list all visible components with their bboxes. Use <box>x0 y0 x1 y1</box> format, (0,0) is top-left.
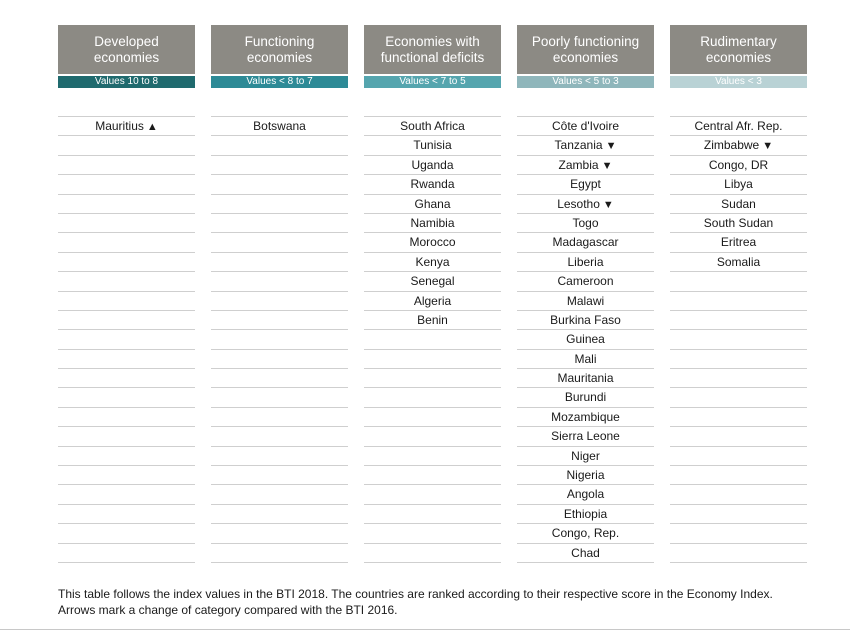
table-row <box>517 349 654 368</box>
table-row <box>58 543 195 563</box>
table-row <box>58 446 195 465</box>
country-name: Somalia <box>716 254 761 269</box>
country-name: Namibia <box>410 215 455 230</box>
country-name: Senegal <box>410 274 455 289</box>
table-row <box>211 291 348 310</box>
country-name: Congo, DR <box>708 157 769 172</box>
table-column <box>364 25 501 563</box>
table-row <box>58 504 195 523</box>
column-header: Poorly functioning economies <box>517 25 654 74</box>
table-row <box>58 368 195 387</box>
footnote <box>58 587 778 618</box>
table-row <box>517 271 654 290</box>
table-row <box>211 368 348 387</box>
table-row <box>58 232 195 251</box>
table-row <box>364 291 501 310</box>
country-name: Liberia <box>567 254 604 269</box>
table-row <box>211 523 348 542</box>
value-range-band: Values < 8 to 7 <box>211 76 348 88</box>
country-name: Libya <box>724 177 753 192</box>
country-name: Zimbabwe <box>703 138 760 153</box>
table-row <box>211 213 348 232</box>
table-row <box>517 291 654 310</box>
table-row <box>670 174 807 193</box>
table-row <box>670 310 807 329</box>
country-name: Kenya <box>415 254 450 269</box>
table-row <box>58 116 195 135</box>
column-header: Rudimentary economies <box>670 25 807 74</box>
table-row <box>211 329 348 348</box>
table-row <box>364 426 501 445</box>
table-column <box>58 25 195 563</box>
column-header: Economies with functional deficits <box>364 25 501 74</box>
country-list <box>58 116 195 563</box>
country-name: South Africa <box>400 119 465 133</box>
table-row <box>670 504 807 523</box>
table-row <box>211 310 348 329</box>
table-row <box>58 329 195 348</box>
country-name: Ethiopia <box>563 506 608 521</box>
arrow-up-icon: ▲ <box>146 121 158 133</box>
table-row <box>58 252 195 271</box>
table-row <box>517 174 654 193</box>
country-name: Nigeria <box>566 468 605 483</box>
table-row <box>58 407 195 426</box>
table-row <box>670 484 807 503</box>
table-row <box>670 426 807 445</box>
table-row <box>211 174 348 193</box>
country-name: Chad <box>571 545 600 560</box>
table-row <box>517 329 654 348</box>
table-row <box>670 329 807 348</box>
value-range-band: Values 10 to 8 <box>58 76 195 88</box>
table-row <box>670 349 807 368</box>
country-name: Guinea <box>566 332 605 347</box>
country-name: Central Afr. Rep. <box>694 119 783 133</box>
table-row <box>364 252 501 271</box>
table-row <box>364 504 501 523</box>
table-row <box>670 543 807 563</box>
table-row <box>517 310 654 329</box>
country-name: Togo <box>572 215 599 230</box>
table-row <box>211 426 348 445</box>
country-name: Burkina Faso <box>550 312 621 327</box>
table-row <box>670 387 807 406</box>
table-row <box>58 523 195 542</box>
table-row <box>211 271 348 290</box>
table-row <box>670 135 807 154</box>
table-row <box>58 310 195 329</box>
table-row <box>517 446 654 465</box>
country-name: Congo, Rep. <box>551 526 620 541</box>
table-row <box>517 523 654 542</box>
country-name: Côte d'Ivoire <box>552 119 619 133</box>
country-name: Botswana <box>253 119 306 133</box>
table-row <box>364 465 501 484</box>
country-name: Algeria <box>413 293 452 308</box>
country-name: Lesotho <box>557 196 600 211</box>
table-row <box>58 426 195 445</box>
table-row <box>517 543 654 563</box>
country-list <box>670 116 807 563</box>
table-row <box>517 368 654 387</box>
country-name: Sudan <box>721 196 756 211</box>
table-row <box>670 523 807 542</box>
country-list <box>517 116 654 563</box>
table-row <box>211 484 348 503</box>
table-row <box>58 349 195 368</box>
table-row <box>58 155 195 174</box>
table-row <box>670 213 807 232</box>
footnote-line-2: Arrows mark a change of category compared with the BTI 2016. <box>58 602 398 617</box>
country-name: Mali <box>574 351 597 366</box>
table-row <box>211 387 348 406</box>
arrow-down-icon: ▼ <box>605 140 617 153</box>
table-row <box>670 194 807 213</box>
table-row <box>58 291 195 310</box>
table-row <box>517 252 654 271</box>
table-row <box>517 426 654 445</box>
country-name: South Sudan <box>703 215 774 230</box>
table-column <box>517 25 654 563</box>
arrow-down-icon: ▼ <box>602 198 614 211</box>
country-name: Burundi <box>564 390 607 405</box>
table-row <box>364 387 501 406</box>
table-row <box>364 213 501 232</box>
table-row <box>517 155 654 174</box>
arrow-down-icon: ▼ <box>762 140 774 153</box>
country-name: Rwanda <box>410 177 455 192</box>
table-row <box>517 484 654 503</box>
table-row <box>517 194 654 213</box>
country-name: Madagascar <box>552 235 619 250</box>
table-row <box>517 387 654 406</box>
table-row <box>211 349 348 368</box>
footnote-line-1: This table follows the index values in the BTI 2018. The countries are ranked according to their respective score in the Economy Index. <box>58 587 773 601</box>
table-row <box>670 116 807 135</box>
table-row <box>517 465 654 484</box>
country-name: Benin <box>417 312 448 327</box>
table-row <box>58 387 195 406</box>
table-row <box>364 232 501 251</box>
table-row <box>517 135 654 154</box>
table-row <box>364 484 501 503</box>
country-name: Morocco <box>409 235 456 250</box>
country-list <box>364 116 501 563</box>
table-row <box>364 271 501 290</box>
country-name: Angola <box>566 487 605 502</box>
value-range-band: Values < 5 to 3 <box>517 76 654 88</box>
table-row <box>670 407 807 426</box>
column-header: Functioning economies <box>211 25 348 74</box>
table-row <box>364 349 501 368</box>
table-row <box>211 116 348 135</box>
table-row <box>58 135 195 154</box>
country-name: Zambia <box>558 157 599 172</box>
country-name: Sierra Leone <box>551 429 620 444</box>
country-name: Eritrea <box>720 235 757 250</box>
country-name: Niger <box>571 448 600 463</box>
table-row <box>670 155 807 174</box>
table-row <box>58 213 195 232</box>
table-row <box>364 310 501 329</box>
table-column <box>670 25 807 563</box>
table-row <box>670 446 807 465</box>
table-row <box>670 291 807 310</box>
country-name: Mauritius <box>95 119 144 133</box>
country-name: Mozambique <box>551 409 620 424</box>
arrow-down-icon: ▼ <box>601 159 613 172</box>
table-row <box>364 407 501 426</box>
table-row <box>670 252 807 271</box>
country-name: Tanzania <box>554 138 603 153</box>
country-name: Tunisia <box>413 138 452 153</box>
table-row <box>211 232 348 251</box>
table-row <box>211 135 348 154</box>
table-row <box>211 446 348 465</box>
table-row <box>211 155 348 174</box>
table-row <box>211 543 348 563</box>
value-range-band: Values < 3 <box>670 76 807 88</box>
table-row <box>364 543 501 563</box>
table-row <box>58 174 195 193</box>
country-name: Egypt <box>570 177 601 192</box>
table-row <box>364 116 501 135</box>
bottom-divider <box>0 629 850 630</box>
country-list <box>211 116 348 563</box>
table-row <box>58 465 195 484</box>
country-name: Cameroon <box>557 274 614 289</box>
table-row <box>211 465 348 484</box>
table-row <box>670 232 807 251</box>
table-row <box>364 329 501 348</box>
table-row <box>364 446 501 465</box>
table-row <box>517 504 654 523</box>
table-column <box>211 25 348 563</box>
column-header: Developed economies <box>58 25 195 74</box>
table-row <box>58 194 195 213</box>
table-row <box>58 271 195 290</box>
table-row <box>364 368 501 387</box>
country-name: Malawi <box>566 293 605 308</box>
country-name: Ghana <box>414 196 451 211</box>
table-row <box>364 155 501 174</box>
table-row <box>211 407 348 426</box>
table-row <box>517 116 654 135</box>
value-range-band: Values < 7 to 5 <box>364 76 501 88</box>
table-row <box>58 484 195 503</box>
country-name: Uganda <box>411 157 454 172</box>
table-row <box>364 174 501 193</box>
table-row <box>517 407 654 426</box>
table-row <box>517 213 654 232</box>
table-row <box>670 465 807 484</box>
table-row <box>211 252 348 271</box>
table-row <box>670 368 807 387</box>
table-row <box>364 523 501 542</box>
table-row <box>670 271 807 290</box>
table-row <box>364 135 501 154</box>
table-row <box>211 504 348 523</box>
table-row <box>211 194 348 213</box>
table-row <box>517 232 654 251</box>
country-name: Mauritania <box>557 371 614 386</box>
table-row <box>364 194 501 213</box>
